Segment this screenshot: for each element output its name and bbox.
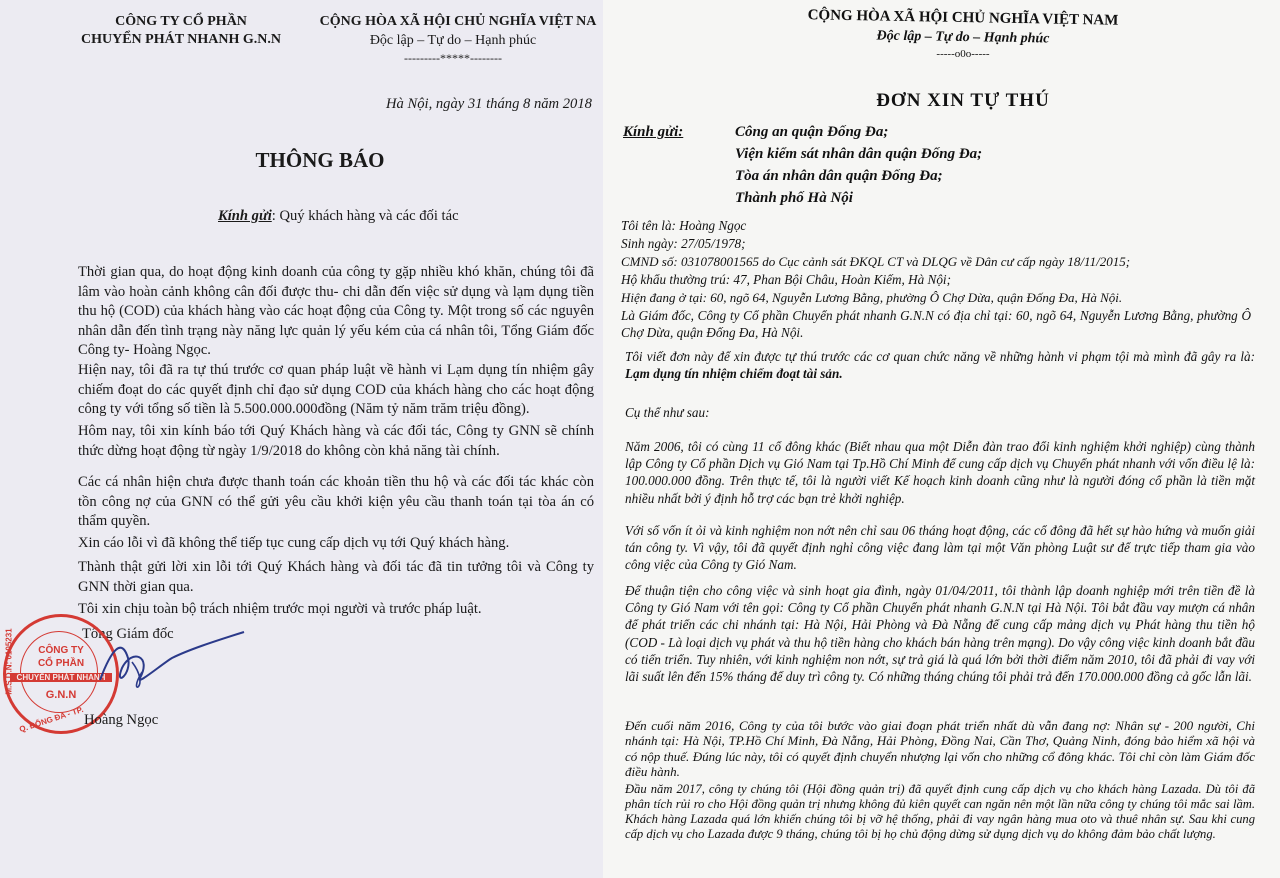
- purpose-text: Tôi viết đơn này để xin được tự thú trước các cơ quan chức năng về những hành vi phạm tội mà mình đã gây ra là:: [625, 349, 1255, 364]
- addressee-item: Viện kiểm sát nhân dân quận Đống Đa;: [735, 146, 983, 162]
- signer-name: Hoàng Ngọc: [84, 712, 159, 728]
- body-paragraph: Với số vốn ít ỏi và kinh nghiệm non nớt nên chỉ sau 06 tháng hoạt động, các cổ đông đã hết sự hào hứng và muốn giải tán công ty. Vì vậy, tôi đã quyết định nghỉ công việc đang làm tại một Văn phòng Luật sư để trực tiếp tham gia vào công việc của Công ty Gió Nam.: [625, 523, 1255, 573]
- addressee-item: Tòa án nhân dân quận Đống Đa;: [735, 168, 943, 184]
- purpose-paragraph: [625, 348, 1255, 382]
- purpose-offense: Lạm dụng tín nhiệm chiếm đoạt tài sản.: [625, 366, 843, 382]
- identity-line: Hiện đang ở tại: 60, ngõ 64, Nguyễn Lương Bằng, phường Ô Chợ Dừa, quận Đống Đa, Hà Nội.: [621, 290, 1123, 305]
- motto: Độc lập – Tự do – Hạnh phúc: [876, 28, 1050, 47]
- company-name-line1: CÔNG TY CỔ PHẦN: [115, 14, 247, 29]
- notice-paragraph: Xin cáo lỗi vì đã không thể tiếp tục cung cấp dịch vụ tới Quý khách hàng.: [78, 535, 510, 551]
- body-paragraph: Năm 2006, tôi có cùng 11 cổ đông khác (Biết nhau qua một Diễn đàn trao đổi kinh nghiệm khởi nghiệp) cùng thành lập Công ty Cổ phần Dịch vụ Gió Nam tại Tp.Hồ Chí Minh để cung cấp dịch vụ Chuyển phát nhanh với vốn điều lệ là: 100.000.000 đồng. Trên thực tế, tôi là người viết Kế hoạch kinh doanh cũng như là người đóng cổ phần là tiền mặt nhiều nhất bởi ý định hỗ trợ các bạn trẻ khởi nghiệp.: [625, 439, 1255, 506]
- notice-document: [0, 0, 603, 878]
- motto-divider: -----o0o-----: [936, 48, 990, 60]
- notice-paragraph: Thời gian qua, do hoạt động kinh doanh của công ty gặp nhiều khó khăn, chúng tôi đã lâm vào hoàn cảnh không cân đối được thu- chi dẫn đến việc sử dụng và lạm dụng tiền thu hộ (COD) của khách hàng vào các hoạt động của Công ty. Một trong số các nguyên nhân dẫn đến tình trạng này năng lực quản lý yếu kém của cá nhân tôi, Tổng Giám đốc Công ty- Hoàng Ngọc.: [78, 264, 594, 358]
- body-paragraph: Đầu năm 2017, công ty chúng tôi (Hội đồng quản trị) đã quyết định cung cấp dịch vụ cho khách hàng Lazada. Dù tôi đã phân tích rủi ro cho Hội đồng quản trị nhưng không đủ kiên quyết can ngăn nên một lần nữa công ty chúng tôi mắc sai lầm. Khách hàng Lazada quá lớn khiến chúng tôi bị vỡ hệ thống, phải đi vay ngân hàng mua oto và thuê nhân sự. Sau khi cung cấp dịch vụ cho Lazada được 9 tháng, chúng tôi bị họ chủ động dừng sử dụng dịch vụ do không đảm bảo chất lượng.: [625, 782, 1255, 841]
- identity-line: Hộ khẩu thường trú: 47, Phan Bội Châu, Hoàn Kiếm, Hà Nội;: [621, 272, 951, 287]
- nation-header: CỘNG HÒA XÃ HỘI CHỦ NGHĨA VIỆT NA: [319, 14, 597, 29]
- identity-line: Tôi tên là: Hoàng Ngọc: [621, 218, 747, 233]
- confession-document: [603, 0, 1280, 878]
- notice-paragraph: Thành thật gửi lời xin lỗi tới Quý Khách hàng và đối tác đã tin tưởng tôi và Công ty GNN thời gian qua.: [78, 559, 594, 595]
- identity-line: Sinh ngày: 27/05/1978;: [621, 236, 746, 251]
- document-title: THÔNG BÁO: [255, 148, 385, 172]
- addressee-label: Kính gửi: [218, 208, 272, 224]
- body-paragraph: Đến cuối năm 2016, Công ty của tôi bước vào giai đoạn phát triển nhất dù vẫn đang nợ: Nhân sự - 200 người, Chi nhánh tại: Hà Nội, TP.Hồ Chí Minh, Đà Nẵng, Hải Phòng, Đồng Nai, Cần Thơ, Quảng Ninh, đóng bảo hiểm xã hội và có nộp thuế. Đúng lúc này, tôi có quyết định chuyển nhượng lại vốn cho những cổ đông khác. Tôi chỉ còn làm Giám đốc điều hành.: [625, 718, 1255, 780]
- notice-paragraph: Các cá nhân hiện chưa được thanh toán các khoản tiền thu hộ và các đối tác khác còn tồn công nợ của GNN có thể gửi yêu cầu khởi kiện yêu cầu thanh toán tại tòa án có thẩm quyền.: [78, 474, 594, 529]
- place-date: Hà Nội, ngày 31 tháng 8 năm 2018: [386, 96, 592, 112]
- addressee-text: : Quý khách hàng và các đối tác: [271, 208, 459, 224]
- addressee-item: Thành phố Hà Nội: [735, 190, 853, 206]
- addressee-label: Kính gửi:: [623, 124, 684, 140]
- notice-paragraph: Tôi xin chịu toàn bộ trách nhiệm trước mọi người và trước pháp luật.: [78, 601, 482, 617]
- handwritten-signature: [92, 628, 252, 708]
- addressee-item: Công an quận Đống Đa;: [735, 124, 889, 140]
- motto: Độc lập – Tự do – Hạnh phúc: [369, 33, 537, 48]
- stamp-line1: CÔNG TY: [38, 645, 84, 656]
- motto-divider: ---------*****--------: [404, 51, 502, 65]
- company-name-line2: CHUYỂN PHÁT NHANH G.N.N: [80, 32, 282, 47]
- signer-title: Tổng Giám đốc: [82, 626, 174, 642]
- stamp-line3: CHUYỂN PHÁT NHANH: [10, 673, 112, 682]
- stamp-ring-left: M.S.D.N: 0105231: [4, 628, 14, 695]
- details-heading: Cụ thể như sau:: [625, 405, 710, 420]
- notice-paragraph: Hiện nay, tôi đã ra tự thú trước cơ quan pháp luật về hành vi Lạm dụng tín nhiệm gây chiếm đoạt do các quyết định chỉ đạo sử dụng COD của khách hàng cho các hoạt động công ty với tổng số tiền là 5.500.000.000đồng (Năm tỷ năm trăm triệu đồng).: [78, 362, 594, 417]
- stamp-line4: G.N.N: [45, 689, 77, 701]
- notice-paragraph: Hôm nay, tôi xin kính báo tới Quý Khách hàng và các đối tác, Công ty GNN sẽ chính thức dừng hoạt động từ ngày 1/9/2018 do không còn khả năng tài chính.: [78, 423, 594, 459]
- stamp-ring-bottom: Q. ĐỐNG ĐA - TP.: [18, 704, 85, 735]
- identity-line: CMND số: 031078001565 do Cục cảnh sát ĐKQL CT và DLQG về Dân cư cấp ngày 18/11/2015;: [621, 254, 1131, 269]
- role-paragraph: Là Giám đốc, Công ty Cổ phần Chuyển phát nhanh G.N.N có địa chỉ tại: 60, ngõ 64, Nguyễn Lương Bằng, phường Ô Chợ Dừa, quận Đống Đa, Hà Nội.: [621, 308, 1251, 341]
- body-paragraph: Để thuận tiện cho công việc và sinh hoạt gia đình, ngày 01/04/2011, tôi thành lập doanh nghiệp mới trên tiền đề là Công ty Gió Nam với tên gọi: Công ty Cổ phần Chuyển phát nhanh G.N.N tại Hà Nội. Tôi bắt đầu vay mượn cá nhân để phát triển các chi nhánh tại: Hà Nội, Hải Phòng và Đà Nẵng để cung cấp mảng dịch vụ Phát hàng thu tiền hộ (COD - Là loại dịch vụ phát và thu hộ tiền hàng cho khách bán hàng trên mạng). Do vậy công việc kinh doanh bắt đầu có tiến triển. Tuy nhiên, với kinh nghiệm non nớt, sự trả giá là quá lớn bởi thời điểm năm 2010, tôi đã phải đi vay với lãi suất lên đến 15% tháng để duy trì công ty. Có những tháng chúng tôi phải trả đến 170.000.000 đồng cả gốc lẫn lãi.: [625, 583, 1255, 685]
- addressee: [218, 208, 459, 225]
- nation-header: CỘNG HÒA XÃ HỘI CHỦ NGHĨA VIỆT NAM: [807, 7, 1119, 29]
- stamp-line2: CỔ PHẦN: [37, 658, 85, 669]
- document-title: ĐƠN XIN TỰ THÚ: [876, 90, 1050, 111]
